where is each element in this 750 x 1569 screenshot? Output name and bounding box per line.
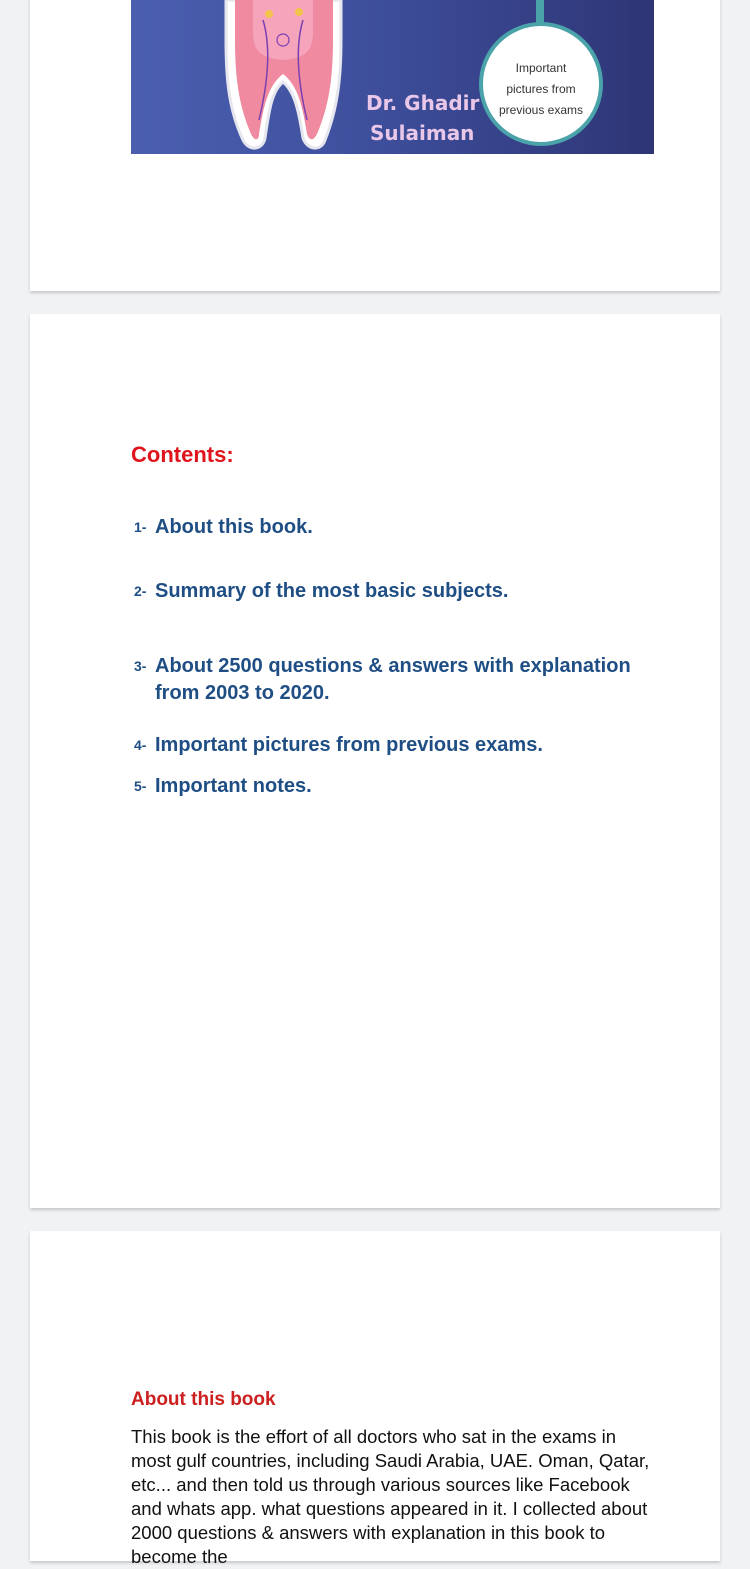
toc-number: 3- xyxy=(134,658,147,674)
toc-text: About this book. xyxy=(155,516,313,538)
bubble-line: previous exams xyxy=(498,103,584,117)
toc-text: About 2500 questions & answers with explanation from 2003 to 2020. xyxy=(155,655,631,704)
toc-text: Summary of the most basic subjects. xyxy=(155,580,509,602)
nerve-node xyxy=(295,8,303,16)
toc-number: 1- xyxy=(134,519,147,535)
page-about xyxy=(30,1231,720,1567)
toc-number: 4- xyxy=(134,737,147,753)
cover-author-line2: Sulaiman xyxy=(370,121,475,145)
contents-title: Contents: xyxy=(131,442,234,467)
toc-text: Important pictures from previous exams. xyxy=(155,734,543,756)
pulp-shape xyxy=(253,0,313,60)
toc-number: 5- xyxy=(134,778,147,794)
cover-bubble xyxy=(479,22,603,146)
bubble-line: Important xyxy=(515,61,567,75)
page-contents xyxy=(30,314,720,1208)
about-title: About this book xyxy=(131,1389,276,1410)
cover-bubble-text xyxy=(483,58,599,121)
cover-author-line1: Dr. Ghadir xyxy=(366,91,480,115)
bubble-stem xyxy=(536,0,544,24)
toc-number: 2- xyxy=(134,583,147,599)
bubble-line: pictures from xyxy=(506,82,576,96)
about-body: This book is the effort of all doctors who sat in the exams in most gulf countries, including Saudi Arabia, UAE. Oman, Qatar, etc... and then told us through various sources like Facebook and whats app. what questions appeared in it. I collected about 2000 questions & answers with explanation in this book to become the xyxy=(131,1426,650,1567)
toc-text: Important notes. xyxy=(155,775,312,797)
page-cover xyxy=(30,0,720,291)
cover-image xyxy=(131,0,654,154)
nerve-node xyxy=(265,10,273,18)
